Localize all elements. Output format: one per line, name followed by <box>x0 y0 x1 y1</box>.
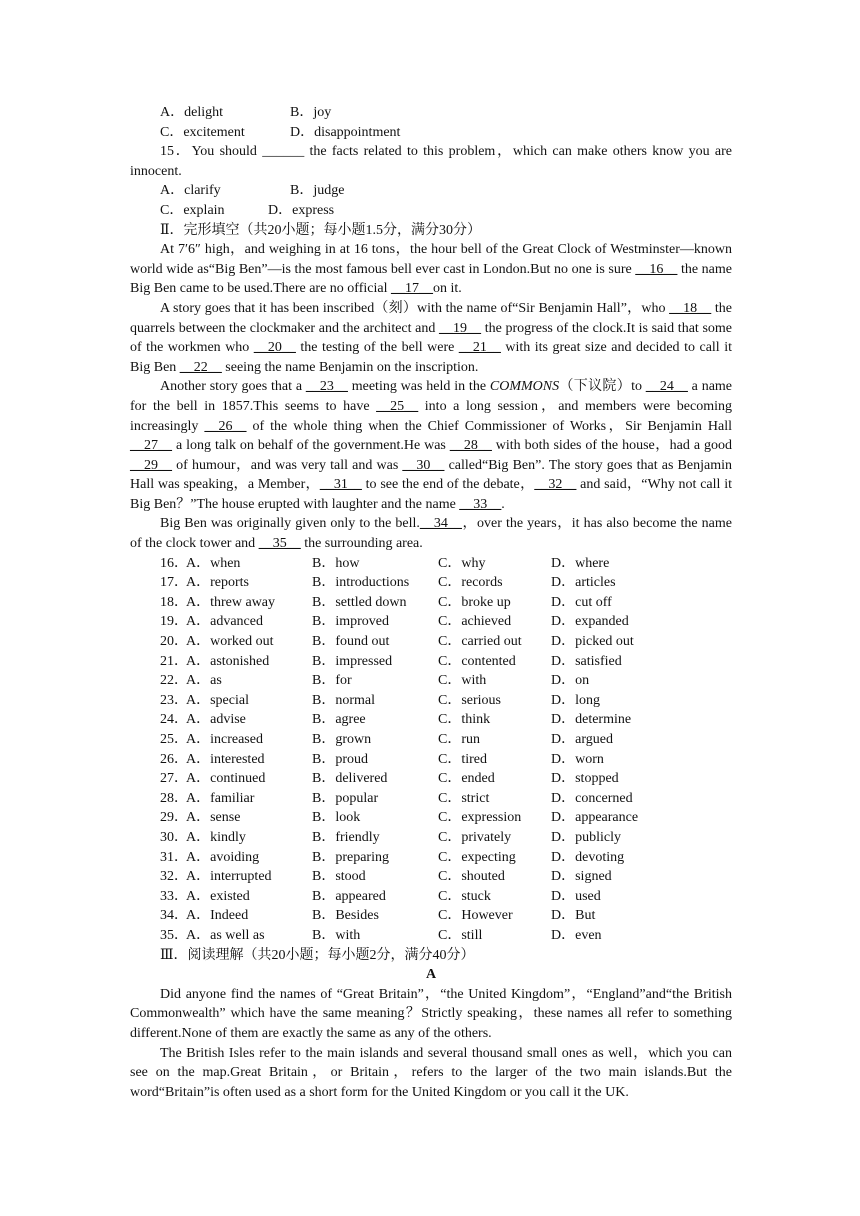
option-row <box>130 593 732 613</box>
option: B．preparing <box>312 849 389 865</box>
option: A．advanced <box>186 614 263 630</box>
question-number: 24． <box>160 712 188 728</box>
option: B．grown <box>312 732 372 747</box>
question-number: 29． <box>160 810 188 826</box>
option: C．run <box>438 732 480 747</box>
q14-options <box>130 123 732 143</box>
cloze-options <box>130 554 732 946</box>
question-number: 22． <box>160 673 188 689</box>
question-number: 30． <box>160 829 188 845</box>
option: C．tired <box>438 751 487 767</box>
option: B．agree <box>312 712 366 728</box>
option: D．where <box>551 555 610 571</box>
option: B．appeared <box>312 888 386 904</box>
question-number: 16． <box>160 555 188 571</box>
cloze-paragraph-3: Another story goes that a __23__ meeting was held in the COMMONS（下议院）to __24__ a name for the bell in 1857.This seems to have __25__ into a long session，and members were becoming increasingly __26__ of the whole thing when the Chief Commissioner of Works，Sir Benjamin Hall __27__ a long talk on behalf of the government.He was __28__ with both sides of the house，had a good __29__ of humour，and was very tall and was __30__ called“Big Ben”. The story goes that as Benjamin Hall was speaking，a Member，__31__ to see the end of the debate，__32__ and said，“Why not call it Big Ben？”The house erupted with laughter and the name __33__. <box>130 379 733 512</box>
option: C．contented <box>438 653 516 669</box>
option: B．friendly <box>312 829 380 845</box>
option: D．worn <box>551 751 604 767</box>
cloze-heading: Ⅱ．完形填空（共20小题；每小题1.5分，满分30分） <box>160 222 482 238</box>
option: D．argued <box>551 732 613 747</box>
option: D．appearance <box>551 810 639 826</box>
question-number: 28． <box>160 790 188 806</box>
option: D．used <box>551 888 601 904</box>
q14-options <box>130 103 732 123</box>
option: D．disappointment <box>290 124 401 140</box>
option: D．devoting <box>551 849 625 865</box>
option: B．found out <box>312 634 390 650</box>
option: A．kindly <box>186 829 246 845</box>
option: D．express <box>268 202 335 218</box>
option: A．interested <box>186 751 265 767</box>
question-number: 35． <box>160 927 188 943</box>
option: D．stopped <box>551 771 619 787</box>
option: A．delight <box>160 105 223 120</box>
option: A．familiar <box>186 790 255 806</box>
question-number: 17． <box>160 575 188 591</box>
question-number: 20． <box>160 634 188 650</box>
option: B．judge <box>290 183 345 199</box>
cloze-paragraph-1: At 7′6″ high，and weighing in at 16 tons，the hour bell of the Great Clock of Westminster—known world wide as“Big Ben”—is the most famous bell ever cast in London.But no one is sure __16__ the name Big Ben came to be used.There are no official __17__on it. <box>130 242 732 297</box>
option: D．signed <box>551 869 612 885</box>
cloze-paragraph-2: A story goes that it has been inscribed（刻）with the name of“Sir Benjamin Hall”，who __18__ the quarrels between the clockmaker and the architect and __19__ the progress of the clock.It is said that some of the workmen who __20__ the testing of the bell were __21__ with its great size and decided to call it Big Ben __22__ seeing the name Benjamin on the inscription. <box>130 300 732 375</box>
option: B．look <box>312 810 361 826</box>
question-number: 27． <box>160 771 188 787</box>
question-number: 18． <box>160 594 188 610</box>
question-number: 26． <box>160 751 188 767</box>
exam-page <box>130 103 732 1102</box>
option: C．records <box>438 575 503 591</box>
q15-options <box>130 201 732 221</box>
option: C．strict <box>438 790 490 806</box>
option: C．stuck <box>438 888 491 904</box>
option: B．for <box>312 673 352 689</box>
option-row <box>130 691 732 711</box>
option-row <box>130 750 732 770</box>
option: D．long <box>551 692 600 708</box>
option: A．continued <box>186 771 266 787</box>
option: A．reports <box>186 575 249 591</box>
option: B．stood <box>312 869 366 885</box>
option-row <box>130 828 732 848</box>
option: C．broke up <box>438 594 511 610</box>
option: C．think <box>438 712 491 728</box>
option: D．publicly <box>551 829 621 845</box>
option: C．explain <box>160 202 225 218</box>
option: A．increased <box>186 732 263 747</box>
option: B．improved <box>312 614 389 630</box>
option-row <box>130 573 732 593</box>
option: D．even <box>551 927 602 943</box>
question-number: 19． <box>160 614 188 630</box>
option: B．popular <box>312 790 379 806</box>
option: A．as well as <box>186 927 265 943</box>
question-number: 31． <box>160 849 188 865</box>
option: D．articles <box>551 575 616 591</box>
option: C．ended <box>438 771 495 787</box>
reading-heading: Ⅲ．阅读理解（共20小题；每小题2分，满分40分） <box>160 947 475 963</box>
option: B．how <box>312 555 360 571</box>
option: B．with <box>312 927 361 943</box>
option: C．still <box>438 927 483 943</box>
option: C．excitement <box>160 124 245 140</box>
option-row <box>130 730 732 750</box>
option: A．existed <box>186 888 250 904</box>
option-row <box>130 906 732 926</box>
option-row <box>130 789 732 809</box>
option-row <box>130 671 732 691</box>
option: A．special <box>186 692 249 708</box>
option-row <box>130 612 732 632</box>
option: D．picked out <box>551 634 634 650</box>
option: C．expecting <box>438 849 516 865</box>
passage-label: A <box>425 967 437 983</box>
option: B．settled down <box>312 594 407 610</box>
option: D．determine <box>551 712 632 728</box>
q15-stem: 15．You should ______ the facts related to this problem，which can make others know you are innocent. <box>130 144 732 179</box>
option: C．However <box>438 908 513 924</box>
option-row <box>130 652 732 672</box>
question-number: 34． <box>160 908 188 924</box>
option: C．why <box>438 555 486 571</box>
question-number: 23． <box>160 692 188 708</box>
question-number: 33． <box>160 888 188 904</box>
option: D．concerned <box>551 790 633 806</box>
reading-paragraph-1: Did anyone find the names of “Great Britain”，“the United Kingdom”，“England”and“the British Commonwealth” which have the same meaning？Strictly speaking，these names all refer to something different.None of them are exactly the same as any of the others. <box>130 986 732 1041</box>
option: A．astonished <box>186 653 270 669</box>
option: B．introductions <box>312 575 410 591</box>
option: C．serious <box>438 692 501 708</box>
option: C．shouted <box>438 869 505 885</box>
option: D．expanded <box>551 614 629 630</box>
option-row <box>130 887 732 907</box>
option: B．proud <box>312 751 368 767</box>
option-row <box>130 769 732 789</box>
option-row <box>130 926 732 946</box>
option: A．worked out <box>186 634 274 650</box>
option: A．interrupted <box>186 869 272 885</box>
question-number: 21． <box>160 653 188 669</box>
option: A．sense <box>186 810 241 826</box>
option: A．avoiding <box>186 849 260 865</box>
option: B．delivered <box>312 771 388 787</box>
option: A．clarify <box>160 183 221 199</box>
option-row <box>130 867 732 887</box>
option: C．with <box>438 673 487 689</box>
option: B．Besides <box>312 908 379 924</box>
question-number: 32． <box>160 869 188 885</box>
q15-options <box>130 181 732 201</box>
option: C．achieved <box>438 614 512 630</box>
option-row <box>130 632 732 652</box>
option: C．carried out <box>438 634 522 650</box>
option: D．cut off <box>551 594 612 610</box>
option: D．on <box>551 673 590 689</box>
option: A．as <box>186 673 222 689</box>
option: B．normal <box>312 692 375 708</box>
option-row <box>130 848 732 868</box>
option: A．Indeed <box>186 908 249 924</box>
option: A．when <box>186 555 241 571</box>
option: B．joy <box>290 105 332 120</box>
option: C．privately <box>438 829 512 845</box>
question-number: 25． <box>160 732 188 747</box>
option: D．But <box>551 908 596 924</box>
option-row <box>130 710 732 730</box>
option-row <box>130 554 732 574</box>
option: B．impressed <box>312 653 393 669</box>
reading-paragraph-2: The British Isles refer to the main islands and several thousand small ones as well，which you can see on the map.Great Britain，or Britain，refers to the larger of the two main islands.But the word“Britain”is often used as a short form for the United Kingdom or you call it the UK. <box>130 1045 732 1100</box>
option: A．threw away <box>186 594 276 610</box>
option: A．advise <box>186 712 246 728</box>
cloze-paragraph-4: Big Ben was originally given only to the bell.__34__，over the years，it has also become the name of the clock tower and __35__ the surrounding area. <box>130 516 732 552</box>
option-row <box>130 808 732 828</box>
option: C．expression <box>438 810 522 826</box>
option: D．satisfied <box>551 653 622 669</box>
